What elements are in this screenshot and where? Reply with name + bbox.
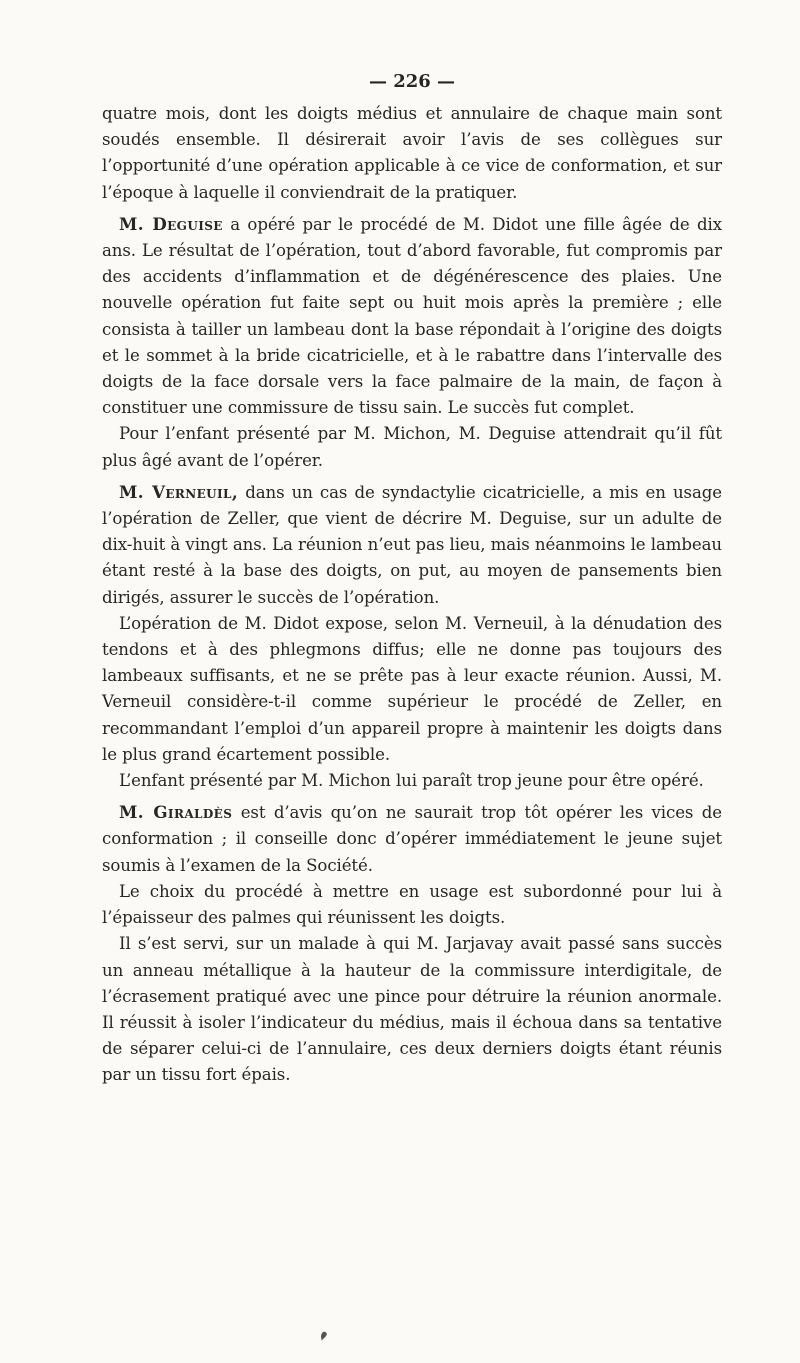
document-page	[102, 66, 722, 1089]
paragraph-6	[102, 768, 722, 794]
page-number: — 226 —	[368, 71, 456, 92]
ink-mark	[320, 1330, 330, 1345]
paragraph-9	[102, 931, 722, 1088]
paragraph-5	[102, 611, 722, 768]
paragraph-giraldes	[102, 799, 722, 879]
paragraph-verneuil	[102, 479, 722, 611]
speaker-name: M. Verneuil,	[119, 481, 239, 502]
paragraph-3	[102, 421, 722, 473]
paragraph-8	[102, 879, 722, 931]
paragraph-text: est d’avis qu’on ne saurait trop tôt opérer les vices de conformation ; il conseille donc d’opérer immédiatement le jeune sujet soumis à l’examen de la Société.	[102, 803, 722, 875]
paragraph-text: Le choix du procédé à mettre en usage est subordonné pour lui à l’épaisseur des palmes qui réunissent les doigts.	[102, 881, 722, 928]
paragraph-text: Il s’est servi, sur un malade à qui M. Jarjavay avait passé sans succès un anneau métallique à la hauteur de la commissure interdigitale, de l’écrasement pratiqué avec une pince pour détruire la réunion anormale. Il réussit à isoler l’indicateur du médius, mais il échoua dans sa tentative de séparer celui-ci de l’annulaire, ces deux derniers doigts étant réunis par un tissu fort épais.	[102, 934, 722, 1085]
ink-blot-icon	[320, 1330, 330, 1342]
paragraph-text: L’enfant présenté par M. Michon lui paraît trop jeune pour être opéré.	[119, 771, 704, 791]
paragraph-text: L’opération de M. Didot expose, selon M. Verneuil, à la dénudation des tendons et à des phlegmons diffus; elle ne donne pas toujours des lambeaux suffisants, et ne se prête pas à leur exacte réunion. Aussi, M. Verneuil considère-t-il comme supérieur le procédé de Zeller, en recommandant l’emploi d’un appareil propre à maintenir les doigts dans le plus grand écartement possible.	[102, 613, 722, 764]
speaker-name: M. Deguise	[119, 213, 223, 234]
paragraph-1	[102, 101, 722, 206]
paragraph-text: dans un cas de syndactylie cicatricielle, a mis en usage l’opération de Zeller, que vient de décrire M. Deguise, sur un adulte de dix-huit à vingt ans. La réunion n’eut pas lieu, mais néanmoins le lambeau étant resté à la base des doigts, on put, au moyen de pansements bien dirigés, assurer le succès de l’opération.	[102, 482, 723, 607]
speaker-name: M. Giraldès	[119, 802, 233, 823]
paragraph-text: Pour l’enfant présenté par M. Michon, M. Deguise attendrait qu’il fût plus âgé avant de l’opérer.	[102, 424, 722, 470]
paragraph-text: a opéré par le procédé de M. Didot une fille âgée de dix ans. Le résultat de l’opération, tout d’abord favorable, fut compromis par des accidents d’inflammation et de dégénérescence des plaies. Une nouvelle opération fut faite sept ou huit mois après la première ; elle consista à tailler un lambeau dont la base répondait à l’origine des doigts et le sommet à la bride cicatricielle, et à le rabattre dans l’intervalle des doigts de la face dorsale vers la face palmaire de la main, de façon à constituer une commissure de tissu sain. Le succès fut complet.	[102, 214, 722, 418]
paragraph-text: quatre mois, dont les doigts médius et annulaire de chaque main sont soudés ensemble. Il désirerait avoir l’avis de ses collègues sur l’opportunité d’une opération applicable à ce vice de conformation, et sur l’époque à laquelle il conviendrait de la pratiquer.	[102, 104, 722, 202]
paragraph-deguise	[102, 211, 722, 422]
